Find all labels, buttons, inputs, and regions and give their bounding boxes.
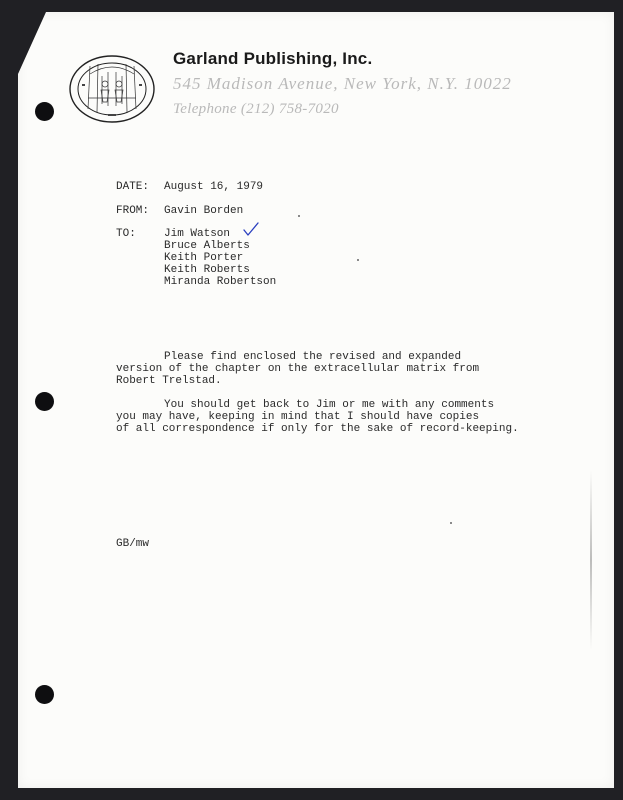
punch-hole-middle [35, 392, 54, 411]
company-telephone: Telephone (212) 758-7020 [173, 101, 339, 117]
to-label: TO: [116, 228, 136, 240]
scan-speck [450, 522, 452, 524]
date-label: DATE: [116, 181, 150, 193]
recipient: Jim Watson [164, 228, 231, 240]
recipient: Bruce Alberts [164, 240, 250, 252]
recipient: Miranda Robertson [164, 276, 277, 288]
body-line: version of the chapter on the extracellular matrix from [116, 363, 480, 375]
recipient: Keith Roberts [164, 264, 250, 276]
body-line: of all correspondence if only for the sake of record-keeping. [116, 423, 519, 435]
recipient: Keith Porter [164, 252, 244, 264]
punch-hole-bottom [35, 685, 54, 704]
body-paragraph-2 [116, 399, 519, 435]
from-label: FROM: [116, 205, 150, 217]
checkmark-icon [243, 222, 259, 236]
publisher-seal-logo [68, 54, 156, 124]
body-line: you may have, keeping in mind that I should have copies [116, 411, 480, 423]
recipient-list [164, 228, 276, 288]
typist-initials: GB/mw [116, 538, 150, 550]
body-paragraph-1 [116, 351, 479, 387]
scan-speck [357, 259, 359, 261]
body-line: You should get back to Jim or me with any comments [164, 399, 495, 411]
company-address: 545 Madison Avenue, New York, N.Y. 10022 [173, 74, 512, 93]
paper-crease [590, 470, 592, 650]
date-value: August 16, 1979 [164, 181, 264, 193]
company-name: Garland Publishing, Inc. [173, 49, 373, 68]
from-value: Gavin Borden [164, 205, 244, 217]
punch-hole-top [35, 102, 54, 121]
body-line: Robert Trelstad. [116, 375, 222, 387]
body-line: Please find enclosed the revised and expanded [164, 351, 462, 363]
scan-speck [298, 215, 300, 217]
